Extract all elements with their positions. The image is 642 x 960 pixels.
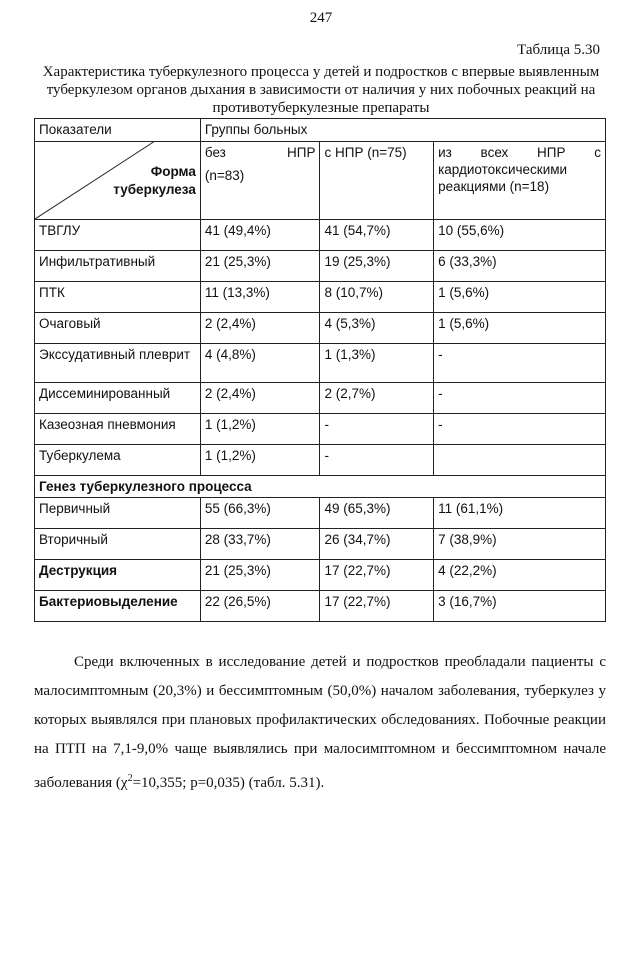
table-row: ТВГЛУ 41 (49,4%) 41 (54,7%) 10 (55,6%) (35, 220, 606, 251)
header-col2: с НПР (n=75) (320, 142, 434, 220)
table-row: Деструкция 21 (25,3%) 17 (22,7%) 4 (22,2%) (35, 560, 606, 591)
header-col3: из всех НПР с кардиотоксическими реакциями (n=18) (434, 142, 606, 220)
table-row: Вторичный 28 (33,7%) 26 (34,7%) 7 (38,9%) (35, 529, 606, 560)
genesis-header-row: Генез туберкулезного процесса (35, 476, 606, 498)
table-row: ПТК 11 (13,3%) 8 (10,7%) 1 (5,6%) (35, 282, 606, 313)
table-label: Таблица 5.30 (517, 42, 600, 58)
header-form: Форма туберкулеза (113, 164, 196, 197)
table-row: Очаговый 2 (2,4%) 4 (5,3%) 1 (5,6%) (35, 313, 606, 344)
table-row: Туберкулема 1 (1,2%) - (35, 445, 606, 476)
table-row: Диссеминированный 2 (2,4%) 2 (2,7%) - (35, 383, 606, 414)
table-caption: Характеристика туберкулезного процесса у детей и подростков с впервые выявленным туберкулезом органов дыхания в зависимости от наличия у них побочных реакций на противотуберкулезные препараты (42, 64, 600, 116)
table-row: Экссудативный плеврит 4 (4,8%) 1 (1,3%) - (35, 344, 606, 383)
body-paragraph: Среди включенных в исследование детей и подростков преобладали пациенты с малосимптомным (20,3%) и бессимптомным (50,0%) началом заболевания, туберкулез у которых выявлялся при плановых профилактических обследованиях. Побочные реакции на ПТП на 7,1-9,0% чаще выявлялись при малосимптомном и бессимптомном начале заболевания ($\chi^2=10,355$; p=0,035) (табл. 5.31). (34, 654, 606, 791)
header-indicators: Показатели (39, 122, 112, 137)
header-corner-cell (35, 119, 201, 220)
header-col1: без НПР (n=83) (200, 142, 320, 220)
table-row: Инфильтративный 21 (25,3%) 19 (25,3%) 6 (33,3%) (35, 251, 606, 282)
header-groups: Группы больных (200, 119, 605, 142)
table-row: Казеозная пневмония 1 (1,2%) - - (35, 414, 606, 445)
table-row: Бактериовыделение 22 (26,5%) 17 (22,7%) 3 (16,7%) (35, 591, 606, 622)
page-number: 247 (309, 10, 333, 26)
data-table (34, 118, 606, 622)
table-row: Первичный 55 (66,3%) 49 (65,3%) 11 (61,1%) (35, 498, 606, 529)
